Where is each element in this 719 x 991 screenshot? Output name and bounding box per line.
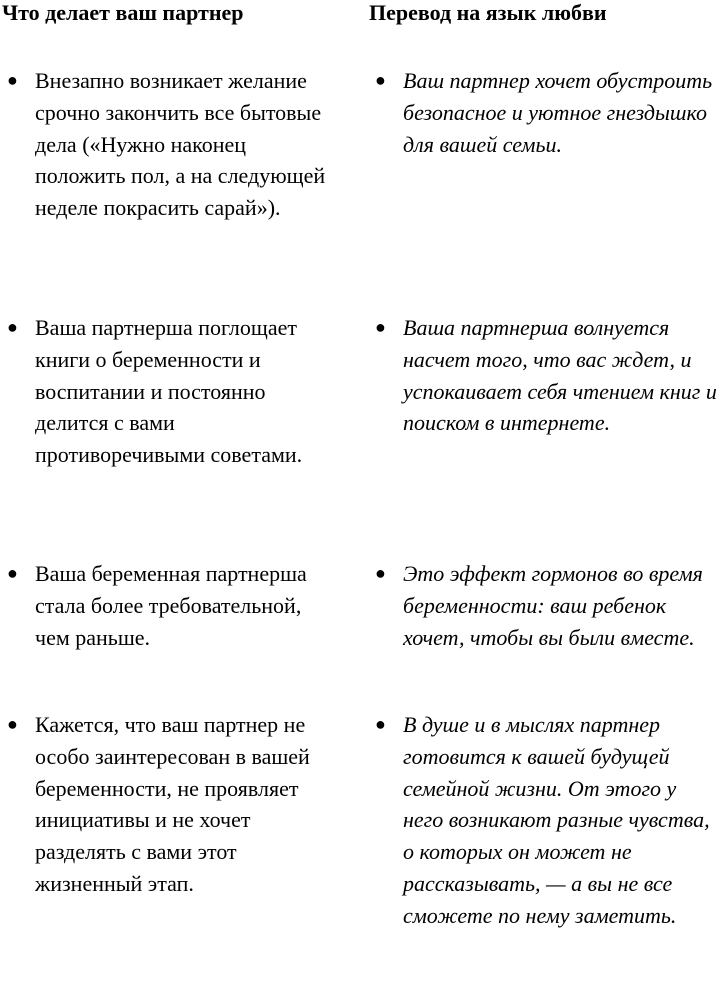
action-item-1 (7, 65, 339, 224)
action-text-2: Ваша партнерша поглощает книги о беременности и воспитании и постоянно делится с вами противоречивыми советами. (35, 315, 303, 468)
column-header-translation: Перевод на язык любви (369, 0, 607, 25)
translation-text-1: Ваш партнер хочет обустроить безопасное и уютное гнездышко для вашей семьи. (403, 68, 713, 157)
translation-text-3: Это эффект гормонов во время беременности: ваш ребенок хочет, чтобы вы были вместе. (403, 561, 703, 650)
bullet-icon: ● (7, 70, 18, 90)
action-item-2 (7, 312, 339, 471)
translation-text-2: Ваша партнерша волнуется насчет того, что вас ждет, и успокаивает себя чтением книг и поиском в интернете. (403, 315, 717, 436)
action-item-3 (7, 558, 339, 653)
action-text-3: Ваша беременная партнерша стала более требовательной, чем раньше. (35, 561, 307, 650)
column-header-action: Что делает ваш партнер (2, 0, 244, 25)
translation-item-1 (375, 65, 717, 160)
bullet-icon: ● (375, 714, 386, 734)
translation-text-4: В душе и в мыслях партнер готовится к вашей будущей семейной жизни. От этого у него возникают разные чувства, о которых он может не рассказывать, — а вы не все сможете по нему заметить. (403, 712, 710, 928)
translation-item-2 (375, 312, 717, 439)
bullet-icon: ● (375, 563, 386, 583)
translation-item-4 (375, 709, 717, 932)
bullet-icon: ● (375, 70, 386, 90)
action-text-4: Кажется, что ваш партнер не особо заинтересован в вашей беременности, не проявляет инициативы и не хочет разделять с вами этот жизненный этап. (35, 712, 310, 896)
bullet-icon: ● (7, 563, 18, 583)
action-item-4 (7, 709, 339, 900)
bullet-icon: ● (375, 317, 386, 337)
action-text-1: Внезапно возникает желание срочно закончить все бытовые дела («Нужно наконец положить пол, а на следующей неделе покрасить сарай»). (35, 68, 326, 221)
translation-item-3 (375, 558, 717, 653)
bullet-icon: ● (7, 317, 18, 337)
bullet-icon: ● (7, 714, 18, 734)
